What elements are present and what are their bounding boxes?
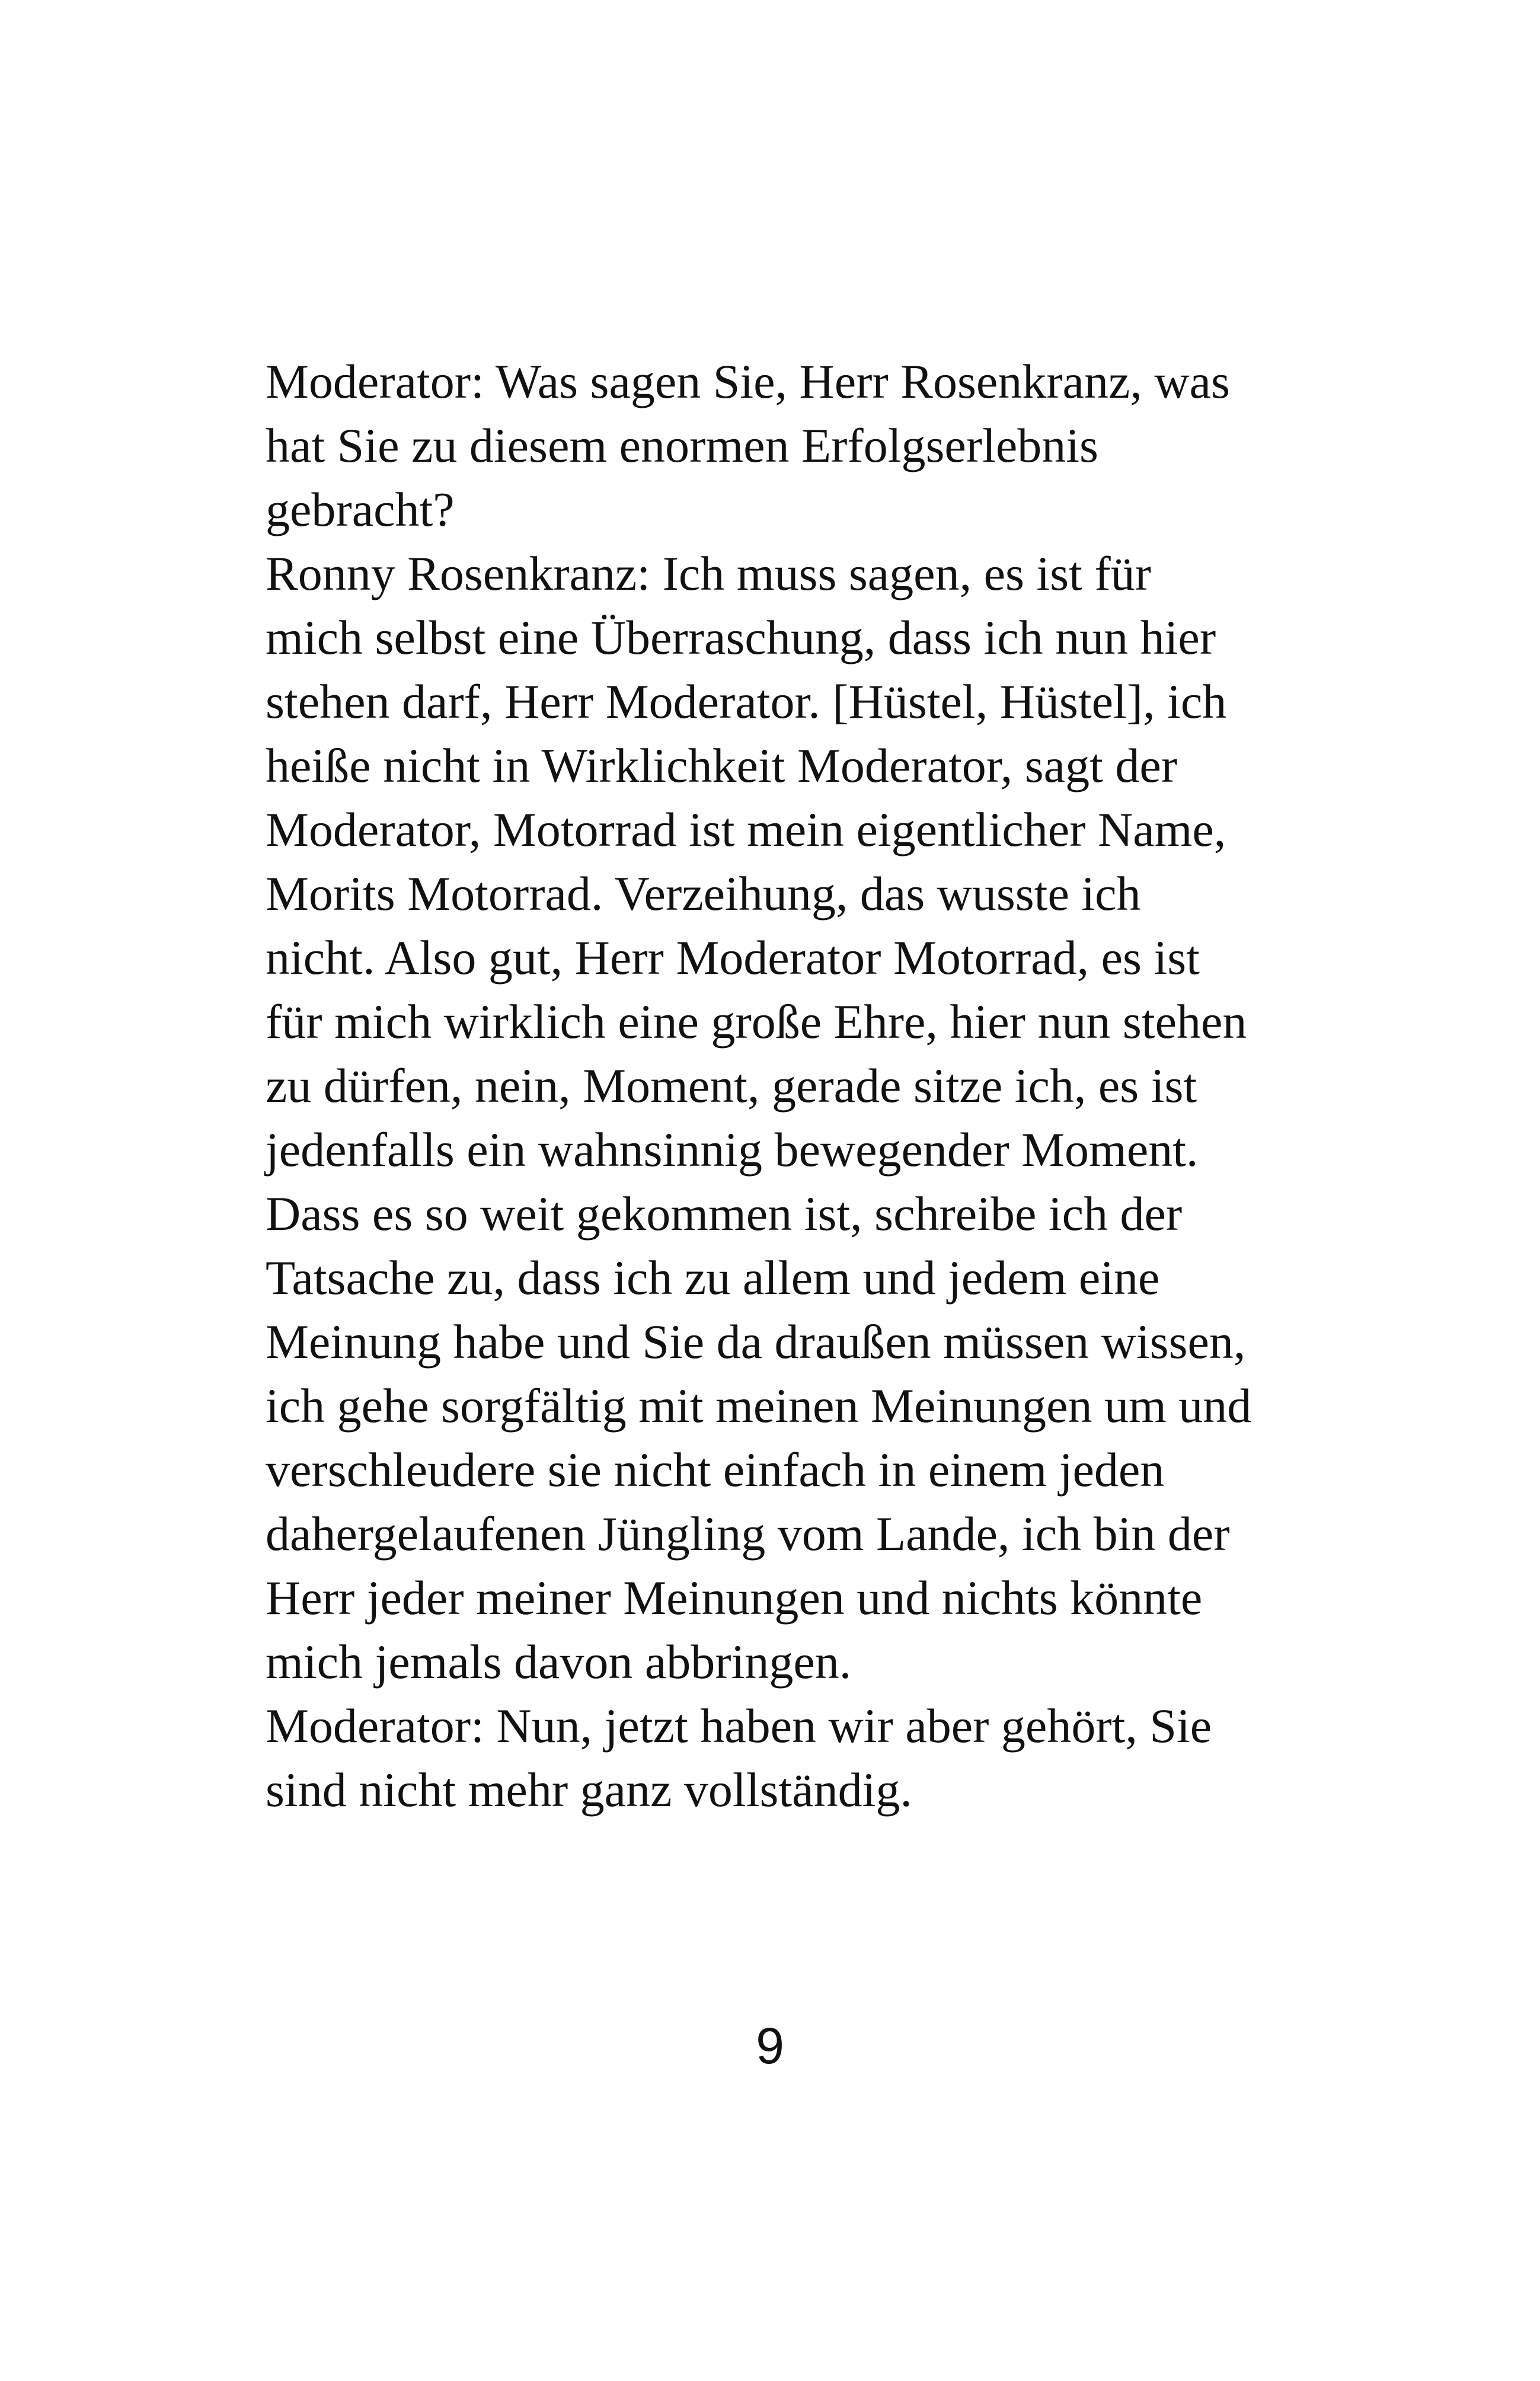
text-line: verschleudere sie nicht einfach in einem jeden xyxy=(266,1443,1165,1497)
body-text xyxy=(266,350,1285,1822)
page-number: 9 xyxy=(756,2018,784,2075)
text-line: Moderator: Was sagen Sie, Herr Rosenkranz, was xyxy=(266,354,1230,408)
text-line: sind nicht mehr ganz vollständig. xyxy=(266,1763,912,1817)
text-line: ich gehe sorgfältig mit meinen Meinungen um und xyxy=(266,1379,1252,1433)
text-line: Dass es so weit gekommen ist, schreibe ich der xyxy=(266,1187,1183,1241)
text-line: zu dürfen, nein, Moment, gerade sitze ich, es ist xyxy=(266,1059,1197,1113)
text-line: Tatsache zu, dass ich zu allem und jedem eine xyxy=(266,1251,1160,1305)
text-line: Meinung habe und Sie da draußen müssen wissen, xyxy=(266,1315,1246,1369)
text-line: für mich wirklich eine große Ehre, hier nun stehen xyxy=(266,995,1247,1049)
text-line: nicht. Also gut, Herr Moderator Motorrad, es ist xyxy=(266,931,1200,985)
text-line: Ronny Rosenkranz: Ich muss sagen, es ist für xyxy=(266,546,1151,600)
text-line: Moderator: Nun, jetzt haben wir aber gehört, Sie xyxy=(266,1699,1212,1753)
text-line: hat Sie zu diesem enormen Erfolgserlebnis xyxy=(266,418,1098,472)
text-line: stehen darf, Herr Moderator. [Hüstel, Hüstel], ich xyxy=(266,675,1227,728)
text-line: jedenfalls ein wahnsinnig bewegender Moment. xyxy=(266,1123,1199,1177)
text-line: heiße nicht in Wirklichkeit Moderator, sagt der xyxy=(266,739,1178,792)
text-line: mich selbst eine Überraschung, dass ich nun hier xyxy=(266,611,1216,664)
text-line: dahergelaufenen Jüngling vom Lande, ich bin der xyxy=(266,1507,1230,1561)
text-line: gebracht? xyxy=(266,482,455,536)
text-line: Morits Motorrad. Verzeihung, das wusste ich xyxy=(266,867,1141,921)
text-line: Herr jeder meiner Meinungen und nichts könnte xyxy=(266,1571,1203,1625)
text-line: mich jemals davon abbringen. xyxy=(266,1635,852,1689)
text-line: Moderator, Motorrad ist mein eigentlicher Name, xyxy=(266,803,1226,856)
